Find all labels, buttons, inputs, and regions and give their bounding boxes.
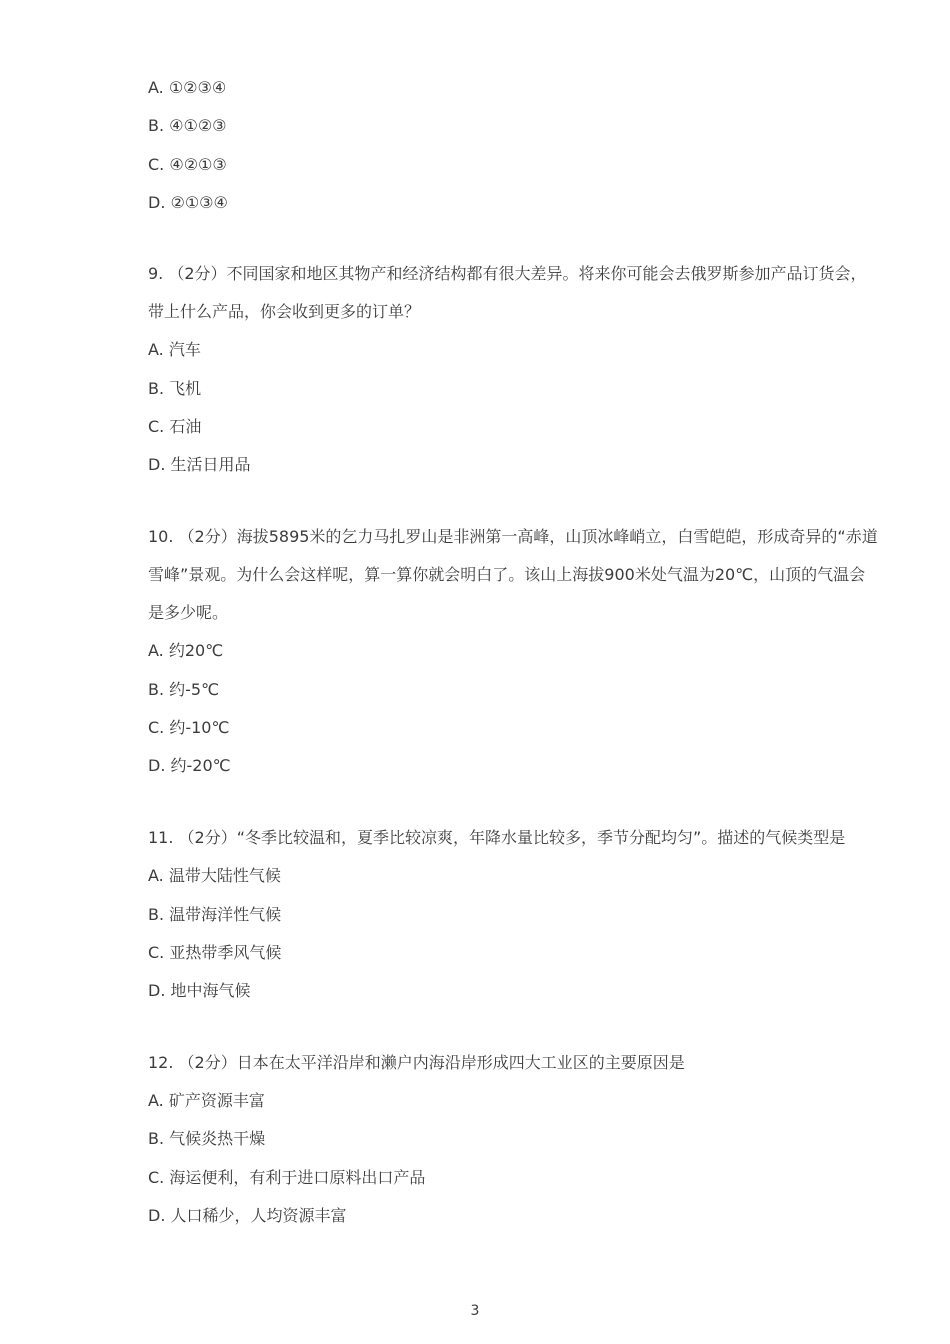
page-number: 3 xyxy=(470,1303,480,1319)
q11-option-c: C. 亚热带季风气候 xyxy=(148,943,282,962)
q9-option-a: A. 汽车 xyxy=(148,340,201,359)
q8-option-a: A. ①②③④ xyxy=(148,78,227,97)
q9-stem-line-2: 带上什么产品，你会收到更多的订单？ xyxy=(148,302,421,321)
q11-stem-line-1: 11. （2分）“冬季比较温和，夏季比较凉爽，年降水量比较多，季节分配均匀”。描述的气候类型是 xyxy=(148,828,846,847)
q11-option-d: D. 地中海气候 xyxy=(148,981,251,1000)
q12-option-a: A. 矿产资源丰富 xyxy=(148,1091,265,1110)
q8-option-b: B. ④①②③ xyxy=(148,116,227,135)
q12-option-d: D. 人口稀少，人均资源丰富 xyxy=(148,1206,347,1225)
q8-option-d: D. ②①③④ xyxy=(148,193,228,212)
q10-option-b: B. 约-5℃ xyxy=(148,680,220,699)
q10-stem-line-2: 雪峰”景观。为什么会这样呢，算一算你就会明白了。该山上海拔900米处气温为20℃，山顶的气温会 xyxy=(148,565,866,584)
q12-option-b: B. 气候炎热干燥 xyxy=(148,1129,266,1148)
q10-stem-line-1: 10. （2分）海拔5895米的乞力马扎罗山是非洲第一高峰，山顶冰峰峭立，白雪皑皑，形成奇异的“赤道 xyxy=(148,527,878,546)
q9-stem-line-1: 9. （2分）不同国家和地区其物产和经济结构都有很大差异。将来你可能会去俄罗斯参加产品订货会， xyxy=(148,264,867,283)
q12-stem-line-1: 12. （2分）日本在太平洋沿岸和濑户内海沿岸形成四大工业区的主要原因是 xyxy=(148,1053,685,1072)
q9-option-b: B. 飞机 xyxy=(148,379,202,398)
q11-option-a: A. 温带大陆性气候 xyxy=(148,866,281,885)
q10-stem-line-3: 是多少呢。 xyxy=(148,603,229,622)
q12-option-c: C. 海运便利，有利于进口原料出口产品 xyxy=(148,1168,426,1187)
q9-option-c: C. 石油 xyxy=(148,417,202,436)
q10-option-c: C. 约-10℃ xyxy=(148,718,230,737)
q9-option-d: D. 生活日用品 xyxy=(148,455,251,474)
q10-option-a: A. 约20℃ xyxy=(148,641,224,660)
q8-option-c: C. ④②①③ xyxy=(148,155,227,174)
q11-option-b: B. 温带海洋性气候 xyxy=(148,905,282,924)
q10-option-d: D. 约-20℃ xyxy=(148,756,231,775)
